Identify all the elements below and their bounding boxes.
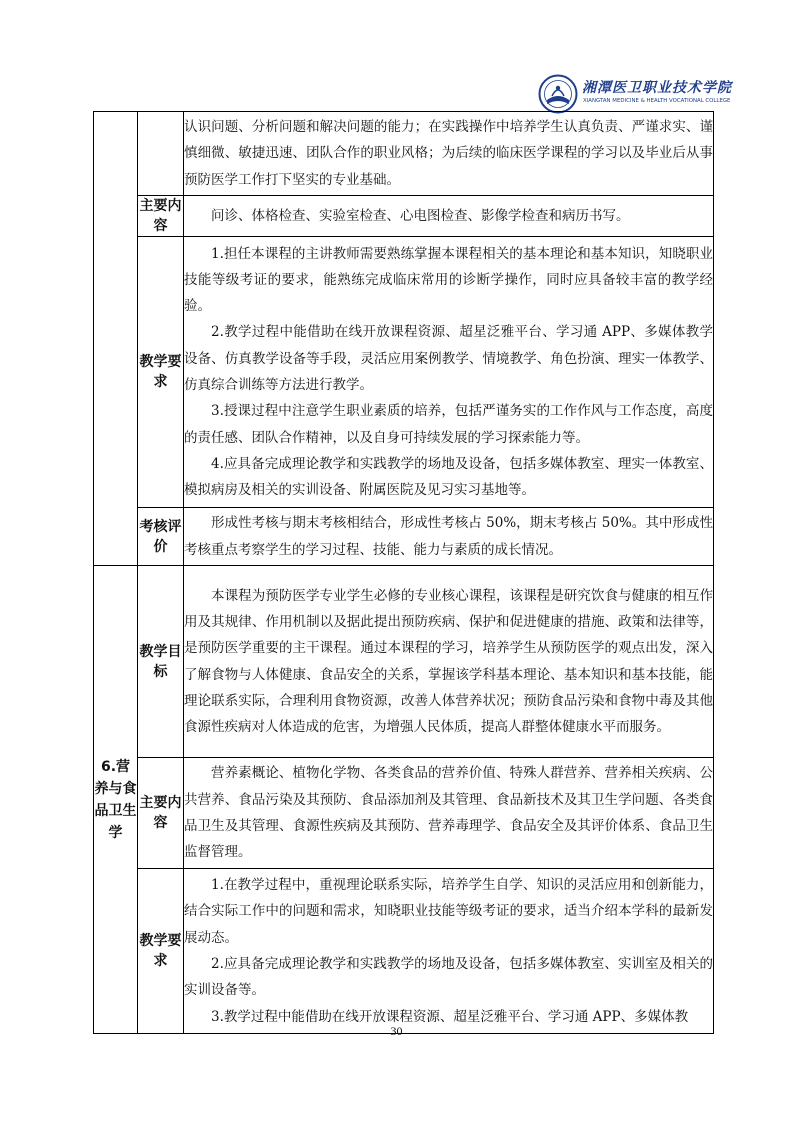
requirement-item: 4.应具备完成理论教学和实践教学的场地及设备，包括多媒体教室、理实一体教室、模拟病房及相关的实训设备、附属医院及见习实习基地等。: [184, 455, 713, 499]
requirement-item: 1.担任本课程的主讲教师需要熟练掌握本课程相关的基本理论和基本知识，知晓职业技能等级考证的要求，能熟练完成临床常用的诊断学操作，同时应具备较丰富的教学经验。: [184, 245, 713, 315]
table-row: [94, 237, 714, 508]
table-row: [94, 196, 714, 237]
college-name-cn: 湘潭医卫职业技术学院: [582, 80, 732, 96]
table-row: [94, 566, 714, 758]
evaluation-text: 形成性考核与期末考核相结合，形成性考核占 50%，期末考核占 50%。其中形成性考核重点考察学生的学习过程、技能、能力与素质的成长情况。: [184, 515, 713, 558]
content-text: 营养素概论、植物化学物、各类食品的营养价值、特殊人群营养、营养相关疾病、公共营养、食品污染及其预防、食品添加剂及其管理、食品新技术及其卫生学问题、各类食品卫生及其管理、食源性疾病及其预防、营养毒理学、食品安全及其评价体系、食品卫生监督管理。: [184, 765, 713, 861]
curriculum-table: [93, 111, 714, 1034]
row-label-requirements: 教学要求: [138, 237, 184, 508]
college-logo: [538, 74, 748, 114]
row-label-goal: 教学目标: [138, 566, 184, 758]
college-name-en: XIANGTAN MEDICINE & HEALTH VOCATIONAL COLLEGE: [583, 98, 731, 104]
table-row: [94, 869, 714, 1034]
requirement-item: 2.应具备完成理论教学和实践教学的场地及设备，包括多媒体教室、实训室及相关的实训设备等。: [184, 956, 713, 999]
content-text: 问诊、体格检查、实验室检查、心电图检查、影像学检查和病历书写。: [211, 207, 630, 224]
requirement-item: 1.在教学过程中，重视理论联系实际，培养学生自学、知识的灵活应用和创新能力，结合实际工作中的问题和需求，知晓职业技能等级考证的要求，适当介绍本学科的最新发展动态。: [184, 877, 713, 946]
page-number: 30: [390, 1024, 403, 1038]
evaluation-cell: [184, 508, 714, 566]
table-row: [94, 508, 714, 566]
row-label-content: 主要内容: [138, 196, 184, 237]
requirements-cell: [184, 869, 714, 1034]
goal-cell: [184, 566, 714, 758]
table-row: [94, 112, 714, 196]
requirement-item: 3.授课过程中注意学生职业素质的培养，包括严谨务实的工作作风与工作态度，高度的责任感、团队合作精神，以及自身可持续发展的学习探索能力等。: [184, 403, 713, 446]
row-label-evaluation: 考核评价: [138, 508, 184, 566]
requirements-cell: [184, 237, 714, 508]
row-label-requirements: 教学要求: [138, 869, 184, 1034]
college-seal-icon: [538, 74, 578, 114]
table-row: [94, 758, 714, 869]
course-name: 6.营养与食品卫生学: [94, 758, 137, 841]
course-cell-prev: [94, 112, 138, 566]
content-cell: [184, 196, 714, 237]
goal-continuation-cell: [184, 112, 714, 196]
requirement-item: 2.教学过程中能借助在线开放课程资源、超星泛雅平台、学习通 APP、多媒体教学设备、仿真教学设备等手段，灵活应用案例教学、情境教学、角色扮演、理实一体教学、仿真综合训练等方法进行教学。: [184, 324, 713, 393]
goal-text: 本课程为预防医学专业学生必修的专业核心课程，该课程是研究饮食与健康的相互作用及其规律、作用机制以及据此提出预防疾病、保护和促进健康的措施、政策和法律等，是预防医学重要的主干课程。通过本课程的学习，培养学生从预防医学的观点出发，深入了解食物与人体健康、食品安全的关系，掌握该学科基本理论、基本知识和基本技能，能理论联系实际，合理利用食物资源，改善人体营养状况；预防食品污染和食物中毒及其他食源性疾病对人体造成的危害，为增强人民体质，提高人群整体健康水平而服务。: [184, 587, 713, 736]
course-name-cell: [94, 566, 138, 1034]
row-label-empty: [138, 112, 184, 196]
requirement-item: 3.教学过程中能借助在线开放课程资源、超星泛雅平台、学习通 APP、多媒体教: [211, 1008, 689, 1025]
content-cell: [184, 758, 714, 869]
row-label-content: 主要内容: [138, 758, 184, 869]
goal-continuation-text: 认识问题、分析问题和解决问题的能力；在实践操作中培养学生认真负责、严谨求实、谨慎细微、敏捷迅速、团队合作的职业风格；为后续的临床医学课程的学习以及毕业后从事预防医学工作打下坚实的专业基础。: [184, 119, 713, 188]
